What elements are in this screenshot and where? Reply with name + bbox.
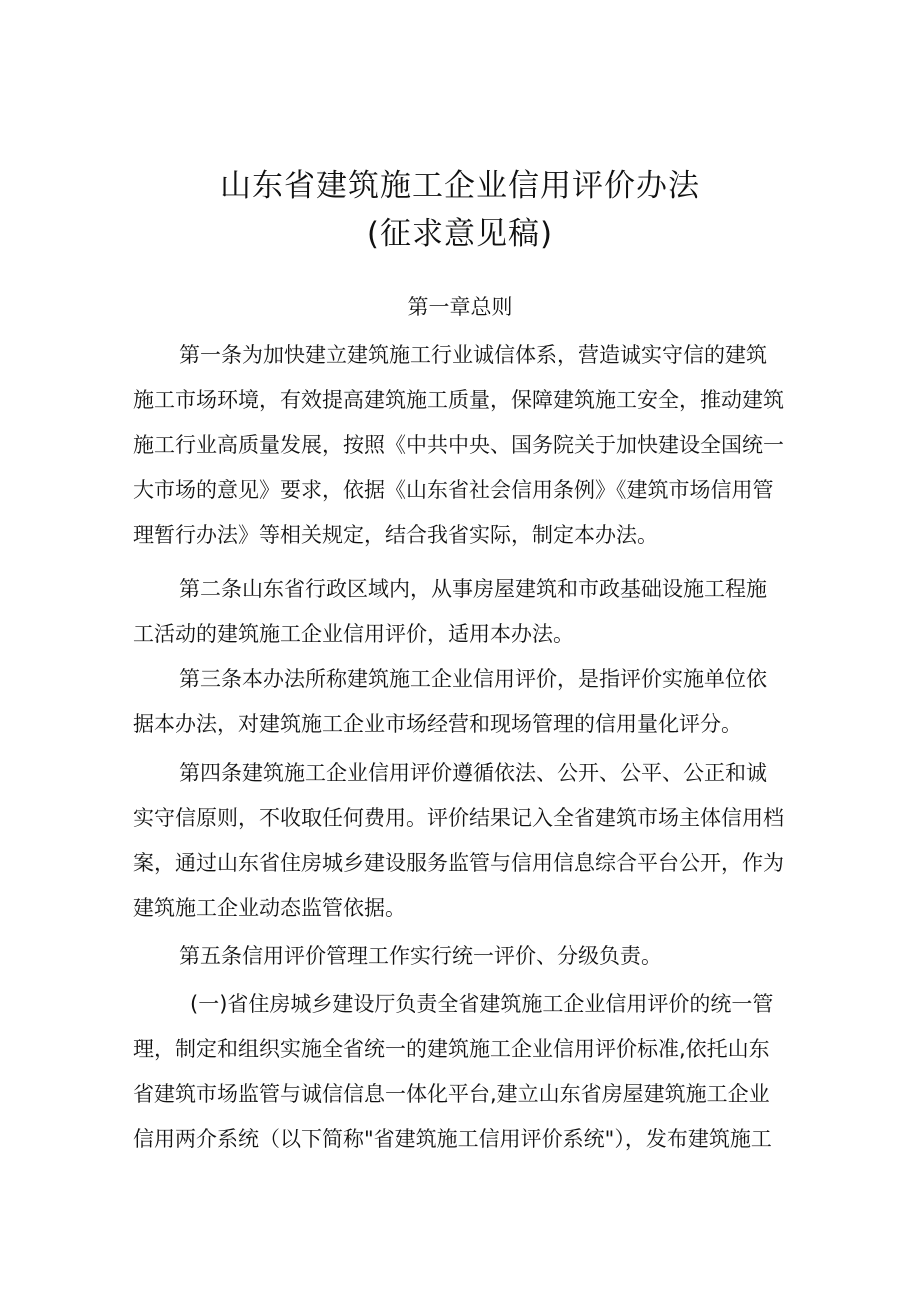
paragraph-line: 理，制定和组织实施全省统一的建筑施工企业信用评价标准,依托山东 [133, 1037, 770, 1061]
paragraph-line: 理暂行办法》等相关规定，结合我省实际，制定本办法。 [133, 523, 658, 547]
document-title: 山东省建筑施工企业信用评价办法 [220, 168, 700, 204]
paragraph-line: 省建筑市场监管与诚信信息一体化平台,建立山东省房屋建筑施工企业 [133, 1082, 770, 1106]
paragraph-line: 工活动的建筑施工企业信用评价，适用本办法。 [133, 622, 574, 646]
paragraph-line: 信用两介系统（以下简称"省建筑施工信用评价系统"），发布建筑施工 [133, 1127, 772, 1151]
paragraph-line: (一)省住房城乡建设厅负责全省建筑施工企业信用评价的统一管 [190, 992, 774, 1016]
paragraph-line: 第一条为加快建立建筑施工行业诚信体系，营造诚实守信的建筑 [179, 343, 767, 367]
paragraph-line: 施工行业高质量发展，按照《中共中央、国务院关于加快建设全国统一 [133, 433, 784, 457]
paragraph-line: 第五条信用评价管理工作实行统一评价、分级负责。 [179, 944, 662, 968]
paragraph-line: 建筑施工企业动态监管依据。 [133, 896, 406, 920]
document-subtitle: (征求意见稿) [366, 216, 554, 252]
chapter-heading: 第一章总则 [407, 295, 513, 319]
paragraph-line: 第三条本办法所称建筑施工企业信用评价，是指评价实施单位依 [179, 667, 767, 691]
paragraph-line: 据本办法，对建筑施工企业市场经营和现场管理的信用量化评分。 [133, 712, 742, 736]
paragraph-line: 实守信原则，不收取任何费用。评价结果记入全省建筑市场主体信用档 [133, 806, 784, 830]
paragraph-line: 案，通过山东省住房城乡建设服务监管与信用信息综合平台公开，作为 [133, 851, 784, 875]
paragraph-line: 第二条山东省行政区域内，从事房屋建筑和市政基础设施工程施 [179, 577, 767, 601]
paragraph-line: 施工市场环境，有效提高建筑施工质量，保障建筑施工安全，推动建筑 [133, 388, 784, 412]
paragraph-line: 第四条建筑施工企业信用评价遵循依法、公开、公平、公正和诚 [179, 761, 767, 785]
paragraph-line: 大市场的意见》要求，依据《山东省社会信用条例》《建筑市场信用管 [133, 478, 774, 502]
